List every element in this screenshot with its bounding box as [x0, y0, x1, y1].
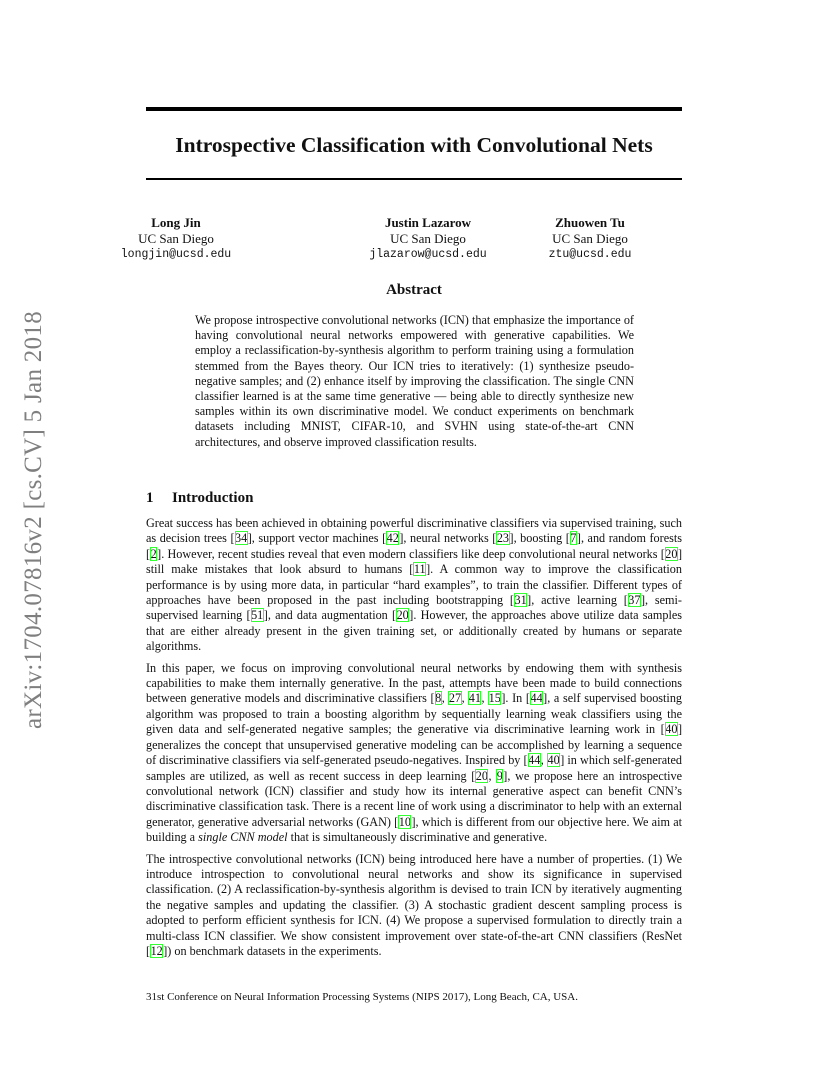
- author-email: longjin@ucsd.edu: [120, 248, 232, 261]
- author-name: Zhuowen Tu: [555, 215, 625, 230]
- citation-link[interactable]: 41: [468, 691, 481, 706]
- title-top-rule: [146, 107, 682, 111]
- citation-link[interactable]: 20: [665, 546, 678, 561]
- citation-link[interactable]: 40: [547, 753, 560, 768]
- citation-link[interactable]: 40: [665, 722, 678, 737]
- author-affiliation: UC San Diego: [552, 231, 628, 246]
- author-name: Justin Lazarow: [384, 215, 472, 230]
- citation-link[interactable]: 10: [398, 814, 411, 829]
- author-email: ztu@ucsd.edu: [548, 248, 632, 261]
- citation-link[interactable]: 27: [448, 691, 462, 706]
- citation-link[interactable]: 42: [386, 531, 399, 546]
- citation-link[interactable]: 12: [150, 943, 163, 958]
- abstract-text: We propose introspective convolutional networks (ICN) that emphasize the importance of having convolutional neural networks empowered with generative capabilities. We employ a reclassification-by-synthesis algorithm to perform training using a formulation stemmed from the Bayes theory. Our ICN tries to iteratively: (1) synthesize pseudo-negative samples; and (2) enhance itself by improving the classification. The single CNN classifier learned is at the same time generative — being able to directly synthesize new samples within its own discriminative model. We conduct experiments on benchmark datasets including MNIST, CIFAR-10, and SVHN using state-of-the-art CNN architectures, and observe improved classification results.: [195, 313, 634, 449]
- citation-link[interactable]: 11: [413, 562, 426, 577]
- section-number: 1: [146, 490, 154, 506]
- introduction-body: [146, 516, 682, 965]
- citation-link[interactable]: 51: [251, 608, 264, 623]
- citation-link[interactable]: 7: [570, 531, 577, 546]
- abstract-heading: Abstract: [386, 282, 442, 298]
- conference-footnote: 31st Conference on Neural Information Processing Systems (NIPS 2017), Long Beach, CA, USA.: [146, 991, 578, 1003]
- citation-link[interactable]: 31: [514, 593, 527, 608]
- section-title: Introduction: [172, 490, 254, 506]
- paragraph-2: In this paper, we focus on improving convolutional neural networks by endowing them with synthesis capabilities to make them internally generative. In the past, attempts have been made to build connections between generative models and discriminative classifiers [8, 27, 41, 15]. In [44], a self supervised boosting algorithm was proposed to train a boosting algorithm by sequentially learning weak classifiers using the given data and self-generated negative samples; the generative via discriminative learning work in [40] generalizes the concept that unsupervised generative modeling can be accomplished by learning a sequence of discriminative classifiers via self-generated pseudo-negatives. Inspired by [44, 40] in which self-generated samples are utilized, as well as recent success in deep learning [20, 9], we propose here an introspective convolutional network (ICN) classifier and study how its internal generative aspect can benefit CNN’s discriminative classification task. There is a recent line of work using a discriminator to help with an external generator, generative adversarial networks (GAN) [10], which is different from our objective here. We aim at building a single CNN model that is simultaneously discriminative and generative.: [146, 660, 683, 845]
- title-bottom-rule: [146, 178, 682, 180]
- citation-link[interactable]: 20: [475, 768, 488, 783]
- citation-link[interactable]: 44: [528, 753, 541, 768]
- author-1: [86, 215, 266, 263]
- citation-link[interactable]: 23: [496, 531, 510, 546]
- paper-title: Introspective Classification with Convolutional Nets: [175, 133, 653, 157]
- citation-link[interactable]: 8: [435, 691, 442, 706]
- citation-link[interactable]: 37: [628, 593, 641, 608]
- citation-link[interactable]: 34: [235, 531, 248, 546]
- citation-link[interactable]: 44: [530, 691, 543, 706]
- author-email: jlazarow@ucsd.edu: [369, 248, 487, 261]
- arxiv-stamp: arXiv:1704.07816v2 [cs.CV] 5 Jan 2018: [20, 311, 47, 729]
- citation-link[interactable]: 20: [396, 608, 409, 623]
- citation-link[interactable]: 9: [496, 768, 503, 783]
- author-3: [500, 215, 680, 263]
- author-2: [338, 215, 518, 263]
- citation-link[interactable]: 15: [488, 691, 501, 706]
- author-name: Long Jin: [151, 215, 201, 230]
- citation-link[interactable]: 2: [150, 546, 157, 561]
- paragraph-1: Great success has been achieved in obtaining powerful discriminative classifiers via supervised training, such as decision trees [34], support vector machines [42], neural networks [23], boosting [7], and random forests [2]. However, recent studies reveal that even modern classifiers like deep convolutional neural networks [20] still make mistakes that look absurd to humans [11]. A common way to improve the classification performance is by using more data, in particular “hard examples”, to train the classifier. Different types of approaches have been proposed in the past including bootstrapping [31], active learning [37], semi-supervised learning [51], and data augmentation [20]. However, the approaches above utilize data samples that are either already present in the given training set, or additionally created by humans or separate algorithms.: [146, 516, 683, 654]
- section-heading: [146, 488, 253, 508]
- author-affiliation: UC San Diego: [138, 231, 214, 246]
- paragraph-3: The introspective convolutional networks (ICN) being introduced here have a number of properties. (1) We introduce introspection to convolutional neural networks and show its significance in supervised classification. (2) A reclassification-by-synthesis algorithm is devised to train ICN by iteratively augmenting the negative samples and updating the classifier. (3) A stochastic gradient descent sampling process is adopted to perform efficient synthesis for ICN. (4) We propose a supervised formulation to directly train a multi-class ICN classifier. We show consistent improvement over state-of-the-art CNN classifiers (ResNet [12]) on benchmark datasets in the experiments.: [146, 851, 682, 958]
- author-affiliation: UC San Diego: [390, 231, 466, 246]
